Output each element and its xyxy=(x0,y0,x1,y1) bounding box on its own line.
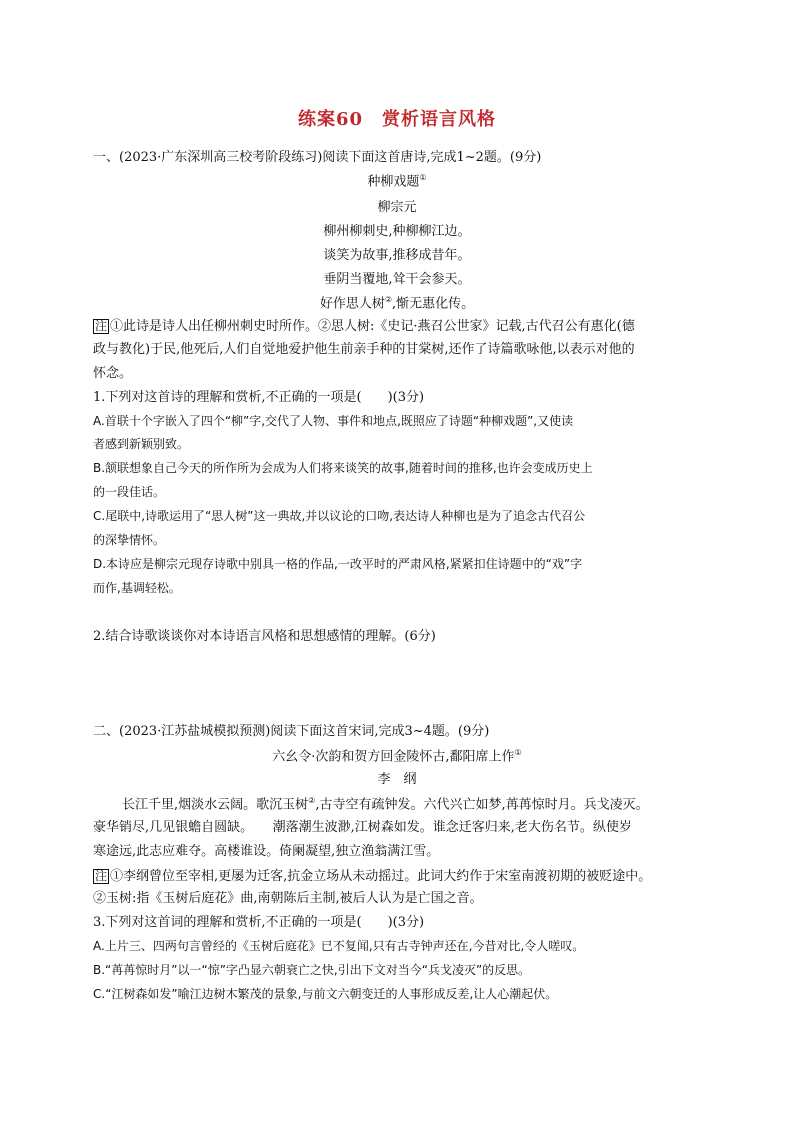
option-d-cont: 而作,基调轻松。 xyxy=(93,581,181,595)
option-b: B.颔联想象自己今天的所作所为会成为人们将来谈笑的故事,随着时间的推移,也许会变成历史上 xyxy=(93,461,593,475)
option-c-cont: 的深挚情怀。 xyxy=(93,533,166,547)
question-2: 2.结合诗歌谈谈你对本诗语言风格和思想感情的理解。(6分) xyxy=(93,629,436,644)
section2-header: 二、(2023·江苏盐城模拟预测)阅读下面这首宋词,完成3~4题。(9分) xyxy=(93,724,490,739)
poem1-title: 种柳戏题① xyxy=(367,173,427,190)
option-b: B.“苒苒惊时月”以一“惊”字凸显六朝衰亡之快,引出下文对当今“兵戈凌灭”的反思。 xyxy=(93,963,531,977)
poem2-author: 李 纲 xyxy=(377,772,417,787)
section1-header: 一、(2023·广东深圳高三校考阶段练习)阅读下面这首唐诗,完成1~2题。(9分) xyxy=(93,150,542,165)
poem2-body-line: 长江千里,烟淡水云阔。歌沉玉树②,古寺空有疏钟发。六代兴亡如梦,苒苒惊时月。兵戈凌灭。 xyxy=(122,796,649,813)
poem2-body-line: 寒途远,此志应难夺。高楼谁设。倚阑凝望,独立渔翁满江雪。 xyxy=(93,844,440,859)
option-d: D.本诗应是柳宗元现存诗歌中别具一格的作品,一改平时的严肃风格,紧紧扣住诗题中的“戏”字 xyxy=(93,557,583,571)
question-3: 3.下列对这首词的理解和赏析,不正确的一项是( )(3分) xyxy=(93,915,425,930)
notes2-line: ②玉树:指《玉树后庭花》曲,南朝陈后主制,被后人认为是亡国之音。 xyxy=(93,891,483,906)
note-mark: 注 xyxy=(95,319,108,333)
page-title: 练案60 赏析语言风格 xyxy=(297,109,497,130)
poem2-body-line: 豪华销尽,几见银蟾自圆缺。 潮落潮生波渺,江树森如发。谁念迁客归来,老大伤名节。纵使岁 xyxy=(93,820,632,835)
notes1-line: 怀念。 xyxy=(93,366,133,381)
poem2-title: 六幺令·次韵和贺方回金陵怀古,鄱阳席上作① xyxy=(272,748,522,765)
poem1-line: 柳州柳刺史,种柳柳江边。 xyxy=(323,224,471,239)
notes1-line: 注 ①此诗是诗人出任柳州刺史时所作。②思人树:《史记·燕召公世家》记载,古代召公有惠化(德 xyxy=(95,319,635,334)
poem1-line: 好作思人树②,惭无惠化传。 xyxy=(319,295,475,312)
question-1: 1.下列对这首诗的理解和赏析,不正确的一项是( )(3分) xyxy=(93,390,425,405)
option-b-cont: 的一段佳话。 xyxy=(93,485,166,499)
option-c: C.尾联中,诗歌运用了“思人树”这一典故,并以议论的口吻,表达诗人种柳也是为了追念古代召公 xyxy=(93,509,586,523)
notes1-line: 政与教化)于民,他死后,人们自觉地爱护他生前亲手种的甘棠树,还作了诗篇歌咏他,以表示对他的 xyxy=(93,342,635,357)
note-mark: 注 xyxy=(95,869,108,883)
poem1-line: 谈笑为故事,推移成昔年。 xyxy=(323,248,471,263)
option-a-cont: 者感到新颖别致。 xyxy=(93,437,190,451)
poem1-author: 柳宗元 xyxy=(377,200,417,215)
notes2-line: 注 ①李纲曾位至宰相,更屡为迁客,抗金立场从未动摇过。此词大约作于宋室南渡初期的被贬途中。 xyxy=(95,869,652,884)
poem1-line: 垂阴当覆地,耸干会参天。 xyxy=(323,272,471,287)
option-a: A.首联十个字嵌入了四个“柳”字,交代了人物、事件和地点,既照应了诗题“种柳戏题”,又使读 xyxy=(93,414,574,428)
option-a: A.上片三、四两句言曾经的《玉树后庭花》已不复闻,只有古寺钟声还在,今昔对比,令人嗟叹。 xyxy=(93,939,585,953)
option-c: C.“江树森如发”喻江边树木繁茂的景象,与前文六朝变迁的人事形成反差,让人心潮起伏。 xyxy=(93,987,558,1001)
